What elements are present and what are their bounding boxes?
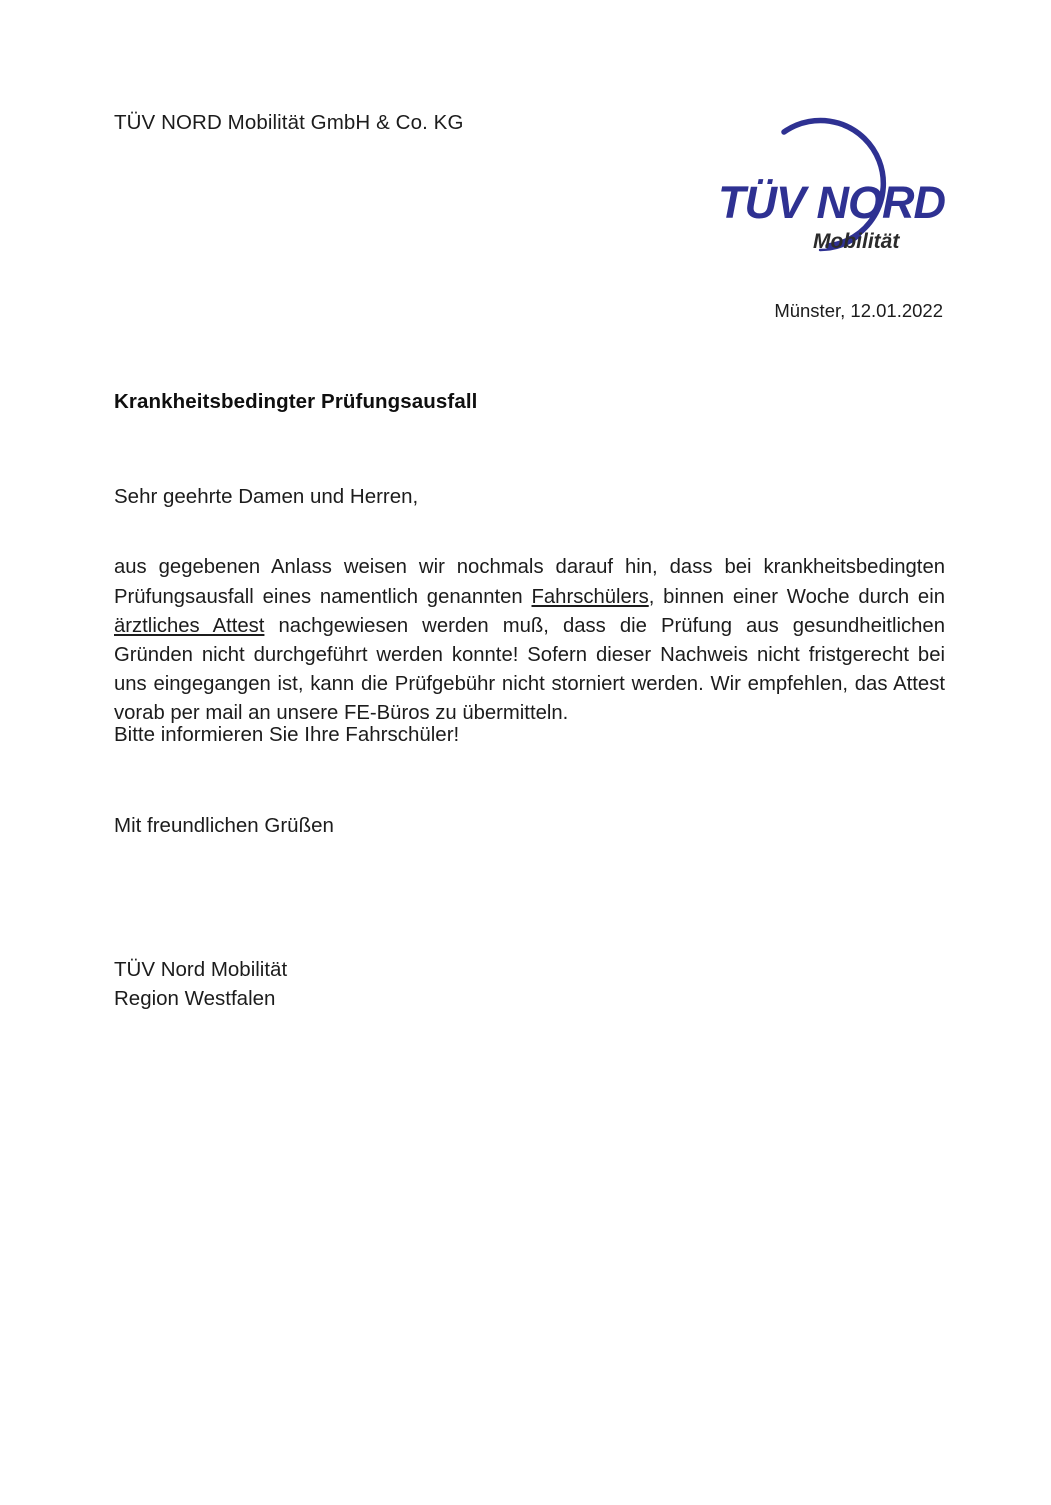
- sender-organization-line: TÜV NORD Mobilität GmbH & Co. KG: [114, 111, 464, 134]
- body-segment-3: nachgewiesen werden muß, dass die Prüfung aus gesundheitlichen Gründen nicht durchgeführt werden konnte! Sofern dieser Nachweis nicht fristgerecht bei uns eingegangen ist, kann die Prüfgebühr nicht storniert werden. Wir empfehlen, das Attest vorab per mail an unsere FE-Büros zu übermitteln.: [114, 614, 945, 725]
- body-underlined-fahrschuelers: Fahrschülers: [531, 585, 649, 608]
- salutation: Sehr geehrte Damen und Herren,: [114, 485, 419, 508]
- logo-wordmark: TÜV NORD: [718, 177, 945, 228]
- logo-tagline: Mobilität: [813, 230, 900, 253]
- subject-heading: Krankheitsbedingter Prüfungsausfall: [114, 390, 478, 413]
- body-paragraph: [114, 553, 945, 728]
- signature-line-2: Region Westfalen: [114, 987, 276, 1010]
- body-segment-2: , binnen einer Woche durch ein: [648, 585, 945, 608]
- request-line: Bitte informieren Sie Ihre Fahrschüler!: [114, 723, 460, 746]
- signature-block: [114, 955, 287, 1013]
- logo-svg: [700, 100, 950, 260]
- place-and-date: Münster, 12.01.2022: [774, 300, 943, 321]
- signature-line-1: TÜV Nord Mobilität: [114, 958, 288, 981]
- closing-salutation: Mit freundlichen Grüßen: [114, 814, 334, 837]
- body-underlined-aerztliches-attest: ärztliches Attest: [114, 614, 265, 637]
- body-segment-1: aus gegebenen Anlass weisen wir nochmals darauf hin, dass bei krankheitsbedingten Prüfungsausfall eines namentlich genannten: [114, 556, 945, 608]
- tuv-nord-mobilitaet-logo: [700, 100, 950, 260]
